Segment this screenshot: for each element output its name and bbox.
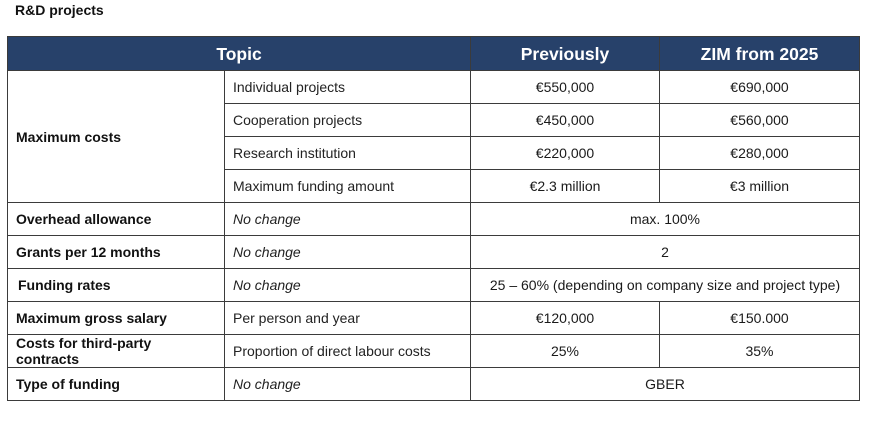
table-row [8,236,860,269]
cell-merged-value: max. 100% [471,203,860,236]
cell-sub: No change [225,236,471,269]
rd-projects-table [7,36,860,401]
cell-previously: €550,000 [471,71,660,104]
cell-sub: Individual projects [225,71,471,104]
cell-sub: Proportion of direct labour costs [225,335,471,368]
cell-zim: 35% [660,335,860,368]
cell-previously: €450,000 [471,104,660,137]
cell-merged-value: 2 [471,236,860,269]
cell-previously: €120,000 [471,302,660,335]
table-row [8,302,860,335]
cell-merged-value: GBER [471,368,860,401]
cell-merged-value: 25 – 60% (depending on company size and project type) [471,269,860,302]
table-row [8,368,860,401]
table-row [8,203,860,236]
page-title: R&D projects [15,2,104,18]
row-label-gross-salary: Maximum gross salary [8,302,225,335]
table-header-row [8,37,860,71]
cell-sub: Cooperation projects [225,104,471,137]
cell-sub: No change [225,203,471,236]
table-row [8,269,860,302]
cell-sub: Research institution [225,137,471,170]
row-label-grants: Grants per 12 months [8,236,225,269]
header-topic: Topic [8,37,471,71]
header-previously: Previously [471,37,660,71]
cell-zim: €3 million [660,170,860,203]
row-label-funding-rates: Funding rates [8,269,225,302]
cell-sub: No change [225,368,471,401]
cell-zim: €150.000 [660,302,860,335]
table-row [8,71,860,104]
row-label-overhead: Overhead allowance [8,203,225,236]
cell-previously: €2.3 million [471,170,660,203]
cell-previously: 25% [471,335,660,368]
header-zim: ZIM from 2025 [660,37,860,71]
cell-previously: €220,000 [471,137,660,170]
cell-zim: €280,000 [660,137,860,170]
row-label-maximum-costs: Maximum costs [8,71,225,203]
cell-sub: Per person and year [225,302,471,335]
cell-zim: €690,000 [660,71,860,104]
cell-sub: Maximum funding amount [225,170,471,203]
cell-zim: €560,000 [660,104,860,137]
cell-sub: No change [225,269,471,302]
row-label-third-party: Costs for third-party contracts [8,335,225,368]
table-row [8,335,860,368]
row-label-type-funding: Type of funding [8,368,225,401]
